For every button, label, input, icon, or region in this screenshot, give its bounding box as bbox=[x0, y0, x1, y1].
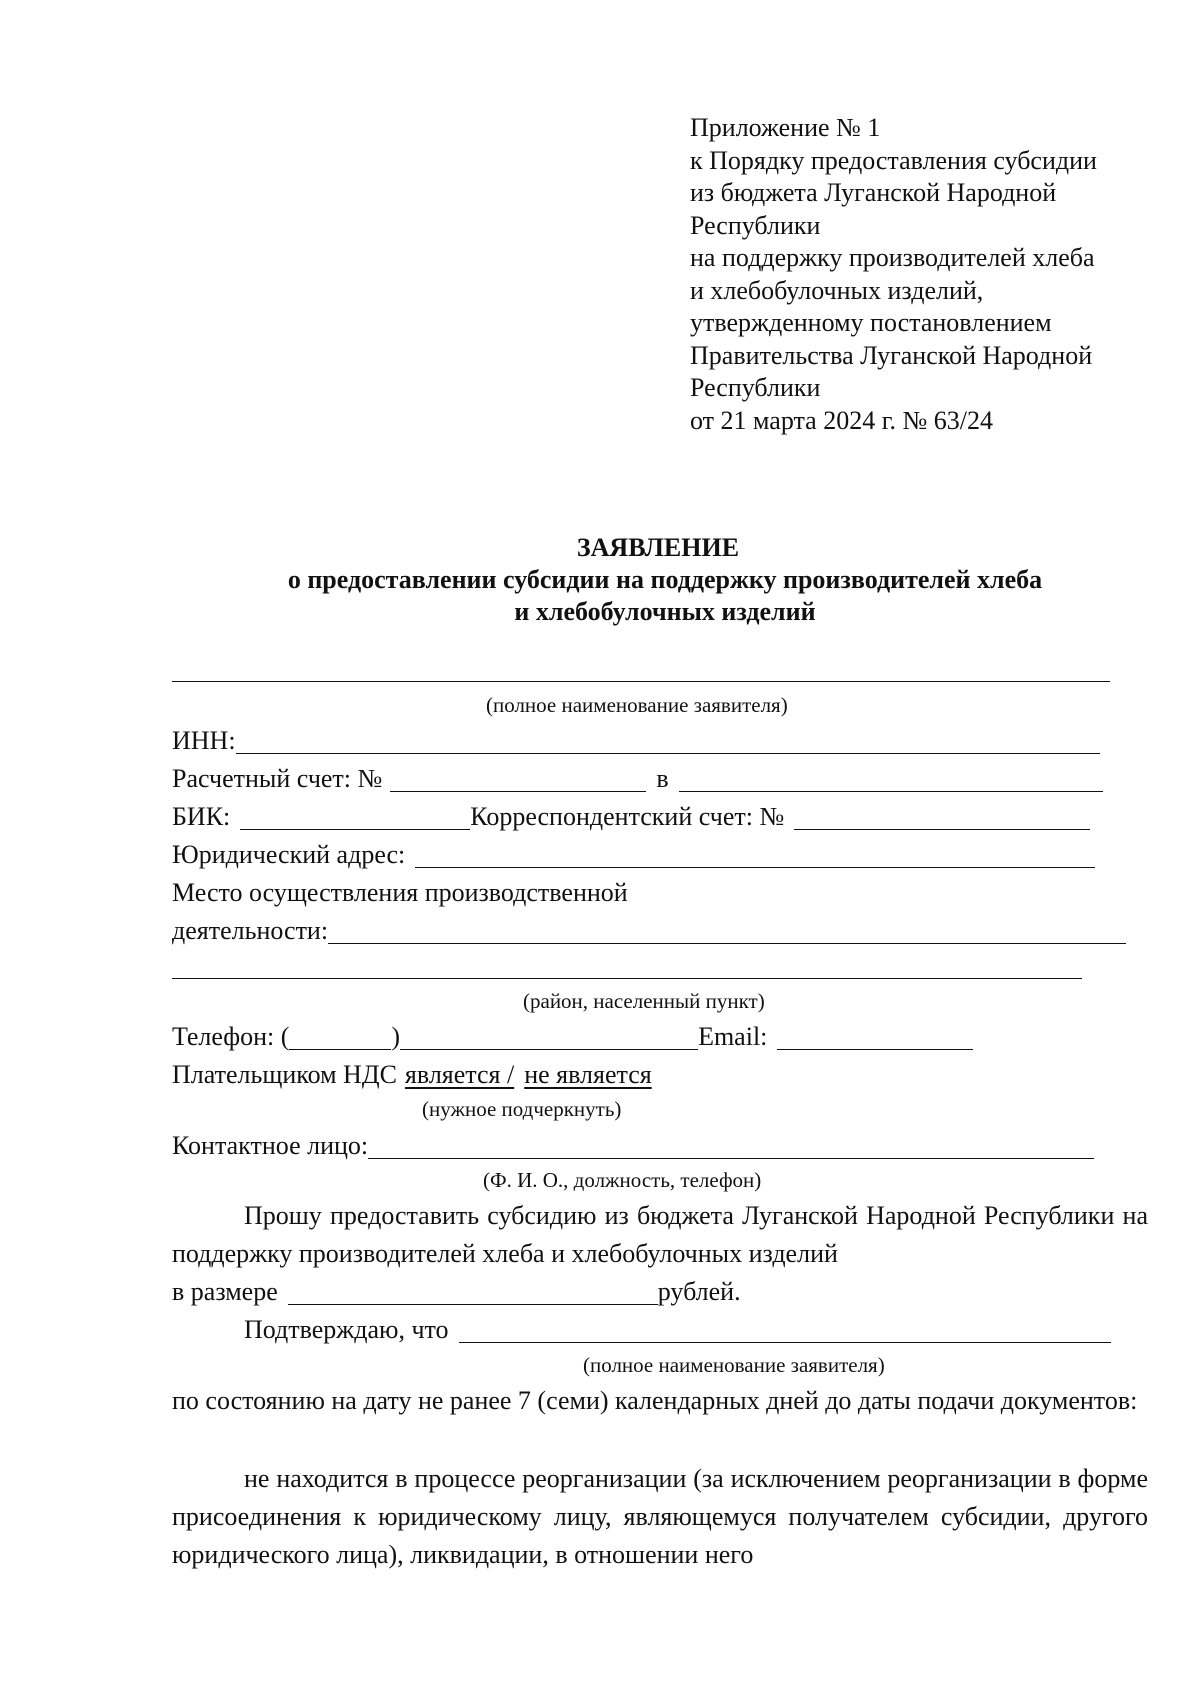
contact-field[interactable] bbox=[368, 1136, 1094, 1159]
activity-place-field[interactable] bbox=[328, 921, 1126, 944]
appendix-line: из бюджета Луганской Народной bbox=[690, 178, 1057, 207]
contact-caption: (Ф. И. О., должность, телефон) bbox=[483, 1168, 762, 1192]
applicant-name-field[interactable] bbox=[172, 681, 1110, 682]
phone-number-field[interactable] bbox=[400, 1027, 698, 1050]
vat-label: Плательщиком НДС bbox=[172, 1060, 397, 1089]
activity-label-line2: деятельности: bbox=[172, 916, 329, 945]
account-number-field[interactable] bbox=[390, 769, 646, 792]
title-line: ЗАЯВЛЕНИЕ bbox=[576, 533, 740, 562]
appendix-line: от 21 марта 2024 г. № 63/24 bbox=[690, 405, 993, 435]
title-line: и хлебобулочных изделий bbox=[514, 597, 816, 626]
amount-suffix: рублей. bbox=[657, 1277, 741, 1306]
activity-place-row-2 bbox=[172, 916, 1126, 946]
district-caption: (район, населенный пункт) bbox=[523, 989, 765, 1013]
title-line: о предоставлении субсидии на поддержку производителей хлеба bbox=[287, 565, 1043, 594]
state-paragraph: по состоянию на дату не ранее 7 (семи) календарных дней до даты подачи документов: bbox=[172, 1386, 1138, 1415]
confirm-label: Подтверждаю, что bbox=[244, 1315, 449, 1344]
appendix-line: Правительства Луганской Народной bbox=[690, 340, 1093, 370]
vat-row bbox=[172, 1060, 652, 1090]
phone-code-field[interactable] bbox=[289, 1027, 391, 1050]
phone-email-row bbox=[172, 1022, 973, 1052]
amount-field[interactable] bbox=[288, 1282, 658, 1305]
bik-label: БИК: bbox=[172, 802, 231, 831]
legal-address-label: Юридический адрес: bbox=[172, 840, 406, 869]
bik-row bbox=[172, 802, 1090, 832]
phone-close-paren: ) bbox=[391, 1022, 401, 1051]
legal-address-field[interactable] bbox=[415, 845, 1095, 868]
reorganization-paragraph: не находится в процессе реорганизации (за исключением реорганизации в форме присоединения к юридическому лицу, являющемуся получателем субсидии, другого юридического лица), ликвидации, в отношении него bbox=[172, 1464, 1148, 1569]
appendix-line: Республики bbox=[690, 373, 821, 402]
amount-row bbox=[172, 1277, 741, 1307]
vat-option-yes[interactable]: является / bbox=[404, 1060, 515, 1089]
appendix-line: Приложение № 1 bbox=[690, 113, 881, 142]
appendix-header bbox=[690, 112, 1160, 437]
contact-label: Контактное лицо: bbox=[172, 1131, 369, 1160]
account-row bbox=[172, 764, 1103, 794]
appendix-line: и хлебобулочных изделий, bbox=[690, 275, 984, 305]
appendix-line: на поддержку производителей хлеба bbox=[690, 243, 1095, 272]
applicant-caption: (полное наименование заявителя) bbox=[486, 693, 788, 717]
appendix-line: к Порядку предоставления субсидии bbox=[690, 145, 1097, 175]
appendix-line: Республики bbox=[690, 210, 821, 240]
inn-field[interactable] bbox=[236, 731, 1100, 754]
inn-row bbox=[172, 726, 1100, 756]
email-label: Email: bbox=[698, 1022, 768, 1051]
confirm-row bbox=[244, 1315, 1111, 1345]
vat-option-no[interactable]: не является bbox=[524, 1060, 652, 1089]
vat-caption: (нужное подчеркнуть) bbox=[422, 1097, 622, 1121]
account-label: Расчетный счет: № bbox=[172, 764, 383, 793]
legal-address-row bbox=[172, 840, 1095, 870]
activity-place-row bbox=[172, 878, 628, 908]
bik-field[interactable] bbox=[240, 807, 470, 830]
request-paragraph: Прошу предоставить субсидию из бюджета Луганской Народной Республики на поддержку производителей хлеба и хлебобулочных изделий bbox=[172, 1201, 1148, 1268]
bank-name-field[interactable] bbox=[679, 769, 1103, 792]
corr-account-label: Корреспондентский счет: № bbox=[470, 802, 785, 831]
phone-label: Телефон: ( bbox=[172, 1022, 290, 1051]
amount-prefix: в размере bbox=[172, 1277, 278, 1306]
confirm-caption: (полное наименование заявителя) bbox=[583, 1353, 885, 1377]
email-field[interactable] bbox=[777, 1027, 973, 1050]
contact-row bbox=[172, 1131, 1094, 1161]
document-title bbox=[170, 532, 1160, 628]
appendix-line: утвержденному постановлением bbox=[690, 308, 1052, 337]
corr-account-field[interactable] bbox=[794, 807, 1090, 830]
confirm-applicant-field[interactable] bbox=[459, 1320, 1111, 1343]
activity-label-line1: Место осуществления производственной bbox=[172, 878, 628, 907]
activity-place-field-2[interactable] bbox=[172, 978, 1082, 979]
account-in-label: в bbox=[656, 764, 669, 793]
inn-label: ИНН: bbox=[172, 726, 236, 755]
